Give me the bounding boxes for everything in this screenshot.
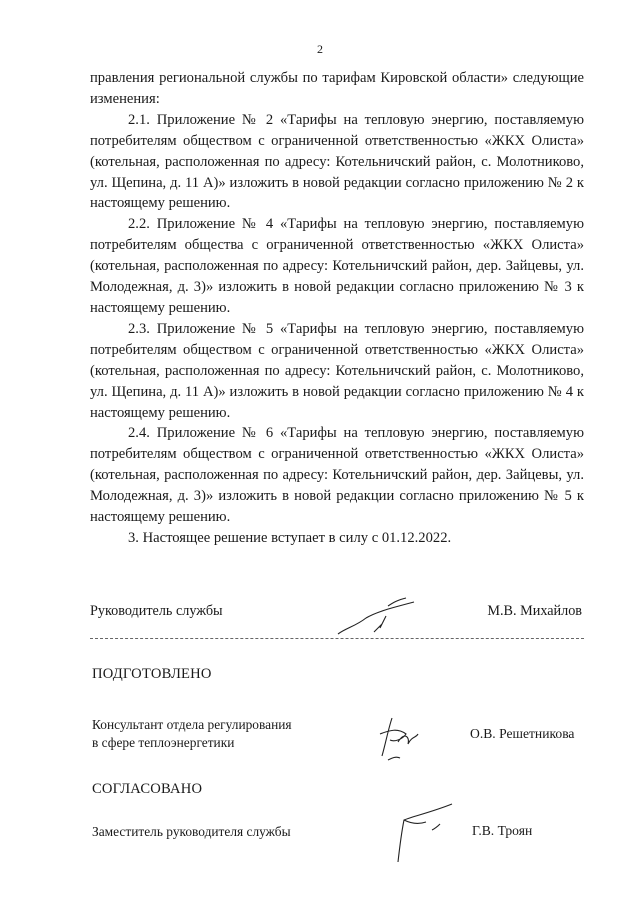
item-2-4: 2.4. Приложение № 6 «Тарифы на тепловую энергию, поставляемую потребителям обществом с ограниченной ответственностью «ЖКХ Олиста» (котельная, расположенная по адресу: Котельничский район, дер. Зайцевы, ул. Молодежная, д. 3)» изложить в новой редакции согласно приложению № 5 к настоящему решению. [90, 425, 584, 526]
approved-signature-image [392, 800, 472, 870]
prepared-signature-image [372, 712, 422, 762]
item-2-3: 2.3. Приложение № 5 «Тарифы на тепловую энергию, поставляемую потребителям обществом с ограниченной ответственностью «ЖКХ Олиста» (котельная, расположенная по адресу: Котельничский район, с. Молотниково, ул. Щепина, д. 11 А)» изложить в новой редакции согласно приложению № 4 к настоящему решению. [90, 320, 584, 421]
prepared-heading: ПОДГОТОВЛЕНО [92, 666, 212, 682]
prepared-name: О.В. Решетникова [470, 726, 575, 741]
head-role: Руководитель службы [90, 603, 223, 619]
prepared-position [92, 716, 292, 752]
head-name: М.В. Михайлов [487, 603, 582, 619]
intro-paragraph: правления региональной службы по тарифам Кировской области» следующие изменения: [90, 70, 584, 107]
page-number: 2 [317, 42, 323, 56]
prepared-position-line2: в сфере теплоэнергетики [92, 735, 235, 750]
prepared-position-line1: Консультант отдела регулирования [92, 717, 292, 732]
approved-name: Г.В. Троян [472, 823, 533, 838]
head-signature-image [336, 598, 426, 638]
separator-line [90, 638, 584, 639]
item-2-1: 2.1. Приложение № 2 «Тарифы на тепловую энергию, поставляемую потребителям обществом с ограниченной ответственностью «ЖКХ Олиста» (котельная, расположенная по адресу: Котельничский район, с. Молотниково, ул. Щепина, д. 11 А)» изложить в новой редакции согласно приложению № 2 к настоящему решению. [90, 111, 584, 212]
item-2-2: 2.2. Приложение № 4 «Тарифы на тепловую энергию, поставляемую потребителям общества с ограниченной ответственностью «ЖКХ Олиста» (котельная, расположенная по адресу: Котельничский район, дер. Зайцевы, ул. Молодежная, д. 3)» изложить в новой редакции согласно приложению № 3 к настоящему решению. [90, 216, 584, 316]
approved-heading: СОГЛАСОВАНО [92, 781, 203, 797]
document-body [90, 68, 584, 549]
item-3-effective-date: 3. Настоящее решение вступает в силу с 01.12.2022. [128, 529, 452, 546]
approved-position: Заместитель руководителя службы [92, 824, 291, 839]
